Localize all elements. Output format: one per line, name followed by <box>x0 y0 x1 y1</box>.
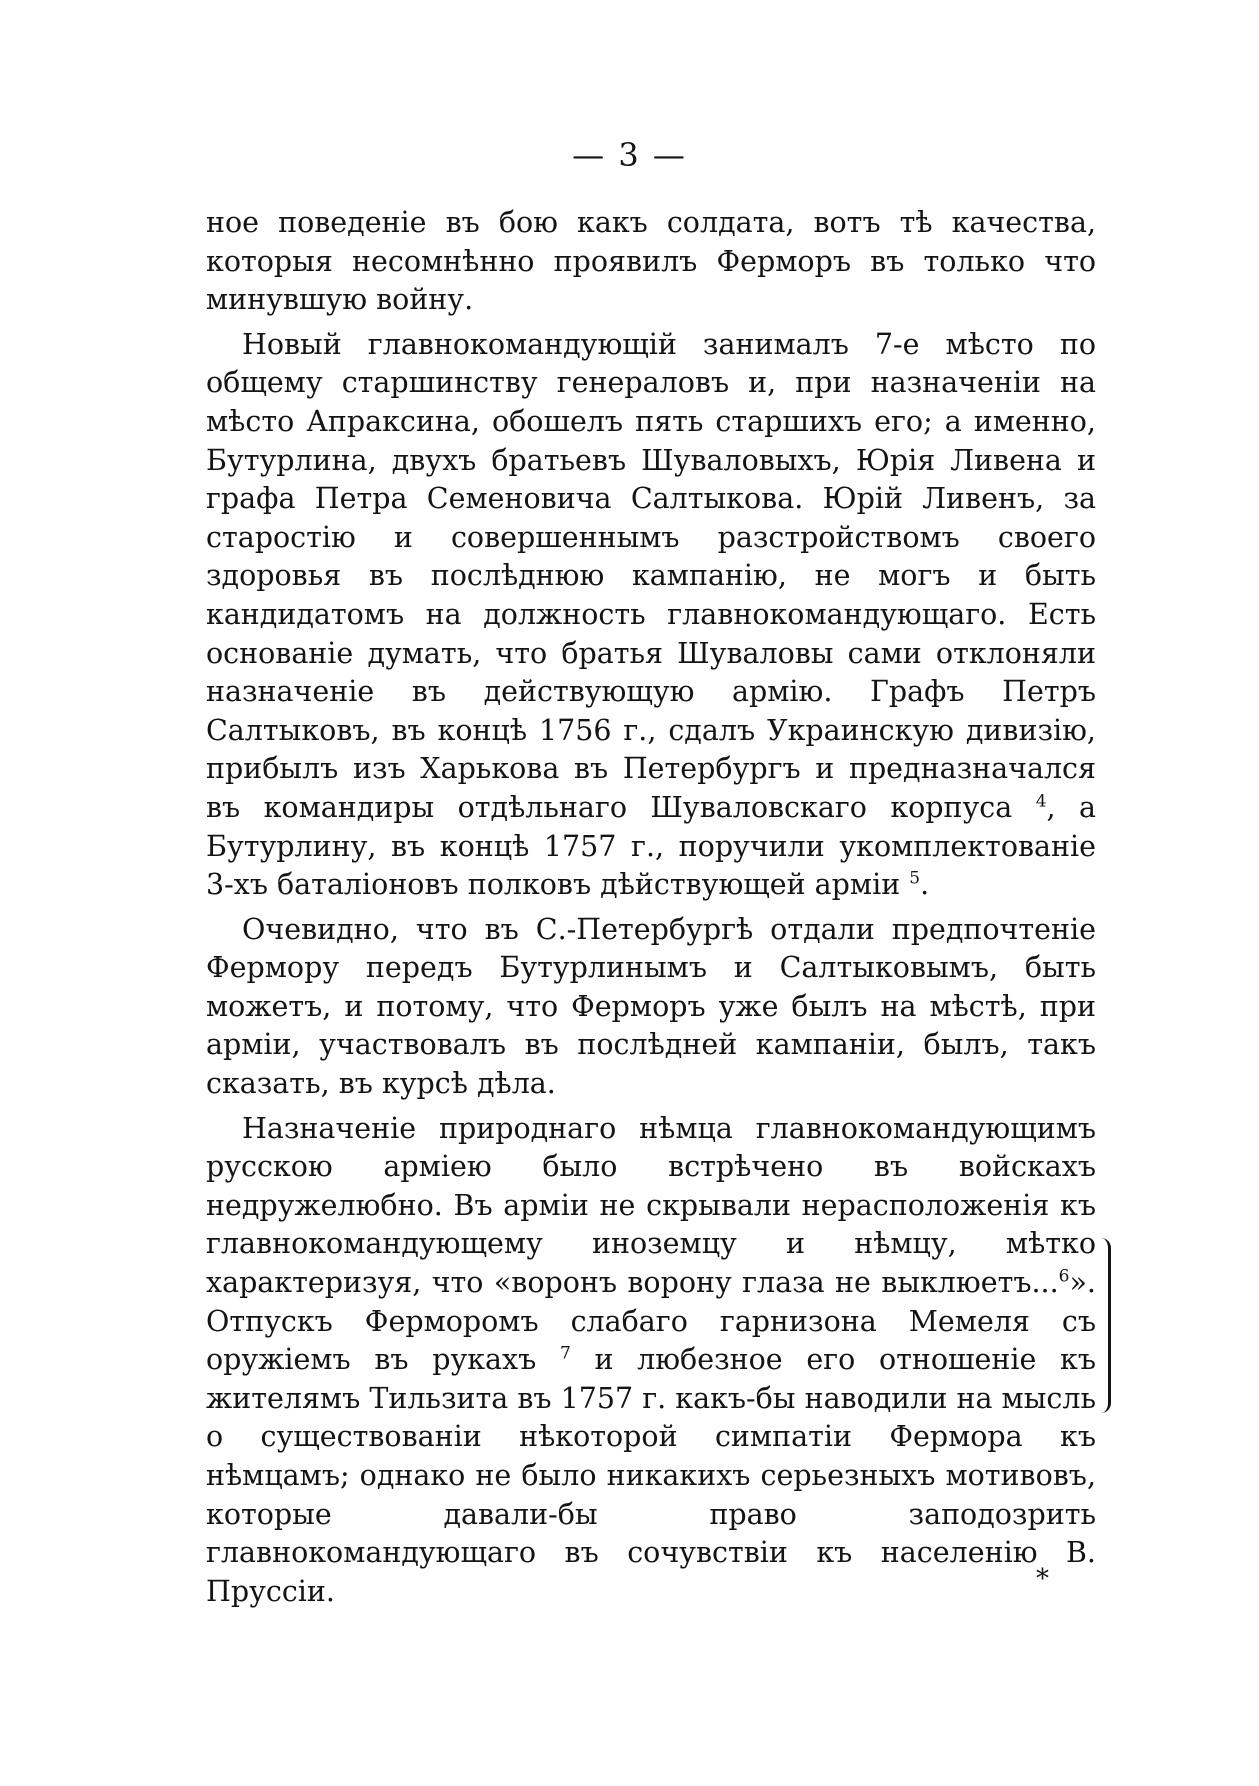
margin-bracket <box>1098 1238 1111 1413</box>
page-number: — 3 — <box>572 136 687 174</box>
body-text <box>206 204 1096 1611</box>
paragraph-4: Назначеніе природнаго нѣмца главнокомандующимъ русскою арміею было встрѣчено въ войскахъ недружелюбно. Въ арміи не скрывали нерасположенія къ главнокомандующему иноземцу и нѣмцу, мѣтко характеризуя, что «воронъ ворону глаза не выклюетъ...$^6$». Отпускъ Ферморомъ слабаго гарнизона Мемеля съ оружіемъ въ рукахъ $^7$ и любезное его отношеніе къ жителямъ Тильзита въ 1757 г. какъ-бы наводили на мысль о существованіи нѣкоторой симпатіи Фермора къ нѣмцамъ; однако не было никакихъ серьезныхъ мотивовъ, которые давали-бы право заподозрить главнокомандующаго въ сочувствіи къ населенію В. Пруссіи. <box>206 1111 1096 1608</box>
paragraph-2: Новый главнокомандующій занималъ 7-е мѣсто по общему старшинству генераловъ и, при назначеніи на мѣсто Апраксина, обошелъ пять старшихъ его; а именно, Бутурлина, двухъ братьевъ Шуваловыхъ, Юрія Ливена и графа Петра Семеновича Салтыкова. Юрій Ливенъ, за старостію и совершеннымъ разстройствомъ своего здоровья въ послѣднюю кампанію, не могъ и быть кандидатомъ на должность главнокомандующаго. Есть основаніе думать, что братья Шуваловы сами отклоняли назначеніе въ действующую армію. Графъ Петръ Салтыковъ, въ концѣ 1756 г., сдалъ Украинскую дивизію, прибылъ изъ Харькова въ Петербургъ и предназначался въ командиры отдѣльнаго Шуваловскаго корпуса $^4$, а Бутурлину, въ концѣ 1757 г., поручили укомплектованіе 3-хъ баталіоновъ полковъ дѣйствующей арміи $^5$. <box>206 327 1097 902</box>
footnote-ref-4: 4 <box>1035 791 1047 812</box>
footnote-ref-7: 7 <box>559 1343 571 1364</box>
paragraph-1: ное поведеніе въ бою какъ солдата, вотъ тѣ качества, которыя несомнѣнно проявилъ Ферморъ въ только что минувшую войну. <box>206 206 1096 317</box>
footnote-ref-5: 5 <box>909 868 921 889</box>
asterisk-mark: * <box>1036 1564 1049 1594</box>
footnote-ref-6: 6 <box>1058 1266 1070 1287</box>
paragraph-3: Очевидно, что въ С.-Петербургѣ отдали предпочтеніе Фермору передъ Бутурлинымъ и Салтыковымъ, быть можетъ, и потому, что Ферморъ уже былъ на мѣстѣ, при арміи, участвовалъ въ послѣдней кампаніи, былъ, такъ сказать, въ курсѣ дѣла. <box>206 912 1096 1101</box>
